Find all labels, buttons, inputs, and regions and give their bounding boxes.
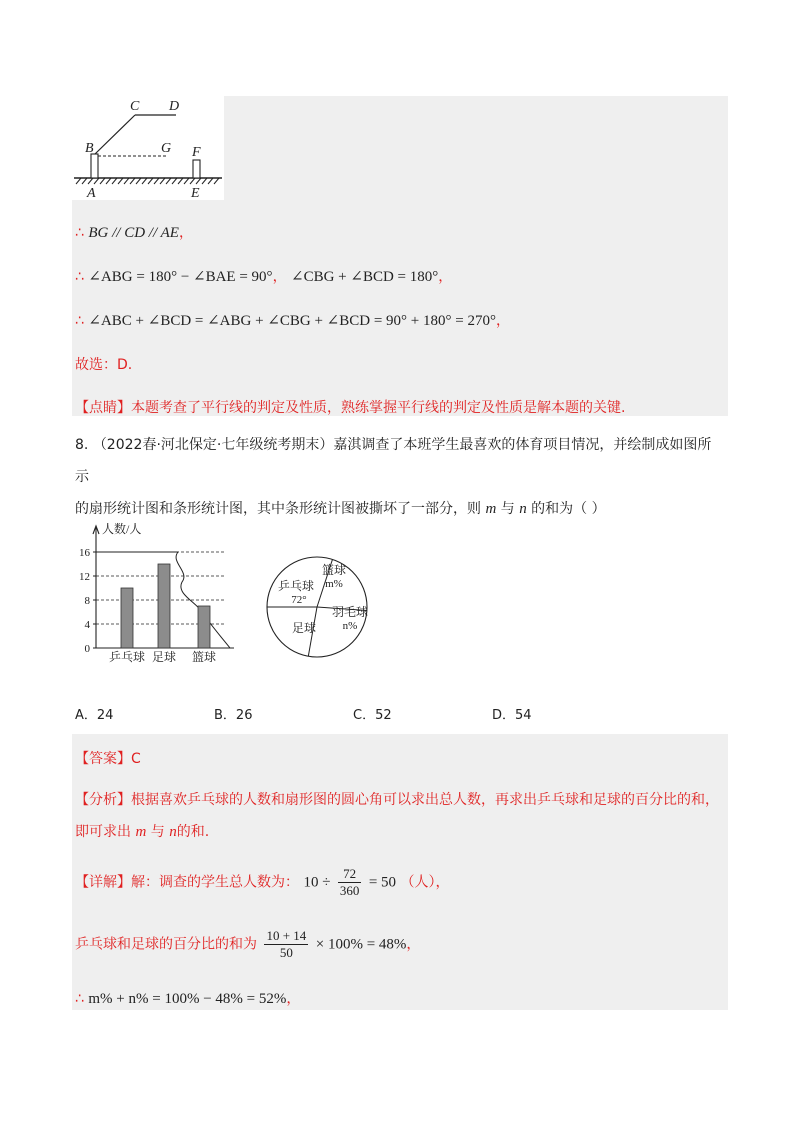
therefore-symbol: ∴ <box>75 225 84 241</box>
therefore-symbol: ∴ <box>75 313 84 329</box>
comment-line: 【点睛】本题考查了平行线的判定及性质，熟练掌握平行线的判定及性质是解本题的关键. <box>75 400 626 416</box>
var-n: n <box>519 501 527 517</box>
detail-line-1: 【详解】解：调查的学生总人数为： 10 ÷ $\frac{72}{360}$ = 50 （人）， <box>75 866 450 898</box>
label-g: G <box>161 141 172 156</box>
answer-value: C <box>131 751 141 767</box>
y-axis-label: 人数/人 <box>102 522 142 536</box>
option-c[interactable]: C．52 <box>353 708 392 723</box>
var-m: m <box>485 501 497 517</box>
geometry-figure <box>72 96 224 200</box>
detail-line-2: 乒乓球和足球的百分比的和为 $\frac{10 + 14}{50}$ × 100% = 48%， <box>75 928 421 960</box>
y-tick-label: 0 <box>84 643 90 655</box>
final-equation: m% + n% = 100% − 48% = 52% <box>88 991 287 1007</box>
post-ef <box>193 160 200 178</box>
answer-label: 【答案】 <box>75 751 131 767</box>
analysis-block: 【分析】根据喜欢乒乓球的人数和扇形图的圆心角可以求出总人数，再求出乒乓球和足球的百分比的和， 即可求出 m 与 n的和. <box>75 792 719 840</box>
pie-value-3: n% <box>342 620 358 632</box>
parallel-statement: BG // CD // AE <box>88 225 179 241</box>
bar-2 <box>158 564 170 648</box>
post-ab <box>91 154 98 178</box>
question-number: 8. <box>75 437 89 453</box>
option-d[interactable]: D．54 <box>492 708 532 723</box>
label-d: D <box>169 99 180 114</box>
question-text-1: 嘉淇调查了本班学生最喜欢的体育项目情况，并绘制成如图所示 <box>75 437 712 485</box>
pie-label-3: 羽毛球 <box>331 605 369 619</box>
choice-line: 故选：D. <box>75 357 133 373</box>
label-e: E <box>191 186 200 200</box>
fraction-72-360: $\frac{72}{360}$ <box>339 866 360 898</box>
answer-line <box>75 748 141 768</box>
therefore-symbol: ∴ <box>75 269 84 285</box>
y-tick-label: 12 <box>79 571 90 583</box>
label-f: F <box>192 145 201 160</box>
angle-equation-2: ∠CBG + ∠BCD = 180° <box>291 269 439 285</box>
pie-label-2: 篮球 <box>321 563 347 577</box>
therefore-symbol: ∴ <box>75 991 84 1007</box>
bar-3 <box>198 606 210 648</box>
question-text-2a: 的扇形统计图和条形统计图，其中条形统计图被撕坏了一部分，则 <box>75 501 481 517</box>
pie-chart <box>262 552 382 662</box>
label-b: B <box>85 141 94 156</box>
x-category-label: 乒乓球 <box>108 650 146 664</box>
solution-line-1: ∴ BG // CD // AE， <box>75 225 193 241</box>
pie-label-1: 乒乓球 <box>277 579 315 593</box>
x-category-label: 足球 <box>151 650 177 664</box>
bar-chart <box>74 520 254 670</box>
option-b[interactable]: B．26 <box>214 708 253 723</box>
question-text-2b: 的和为（ ） <box>531 501 606 517</box>
angle-equation-1: ∠ABG = 180° − ∠BAE = 90° <box>88 269 273 285</box>
detail-label: 【详解】 <box>75 874 131 891</box>
question-text: 8. （2022春·河北保定·七年级统考期末）嘉淇调查了本班学生最喜欢的体育项目情况，并绘制成如图所示 的扇形统计图和条形统计图，其中条形统计图被撕坏了一部分，则 m 与 n 的和为（ ） <box>75 437 712 517</box>
solution-line-3: ∴ ∠ABC + ∠BCD = ∠ABG + ∠CBG + ∠BCD = 90° + 180° = 270°， <box>75 313 510 329</box>
y-tick-label: 4 <box>84 619 90 631</box>
pie-label-4: 足球 <box>291 621 317 635</box>
question-source: （2022春·河北保定·七年级统考期末） <box>92 437 334 453</box>
label-c: C <box>130 99 140 114</box>
label-a: A <box>87 186 96 200</box>
analysis-label: 【分析】 <box>75 792 131 808</box>
y-tick-label: 16 <box>79 547 90 559</box>
pie-value-1: 72° <box>291 594 307 606</box>
y-tick-label: 8 <box>84 595 90 607</box>
fraction-sum: $\frac{10 + 14}{50}$ <box>266 928 307 960</box>
detail-line-3: ∴ m% + n% = 100% − 48% = 52%， <box>75 991 301 1007</box>
pie-value-2: m% <box>325 578 343 590</box>
angle-sum-equation: ∠ABC + ∠BCD = ∠ABG + ∠CBG + ∠BCD = 90° + 180° = 270° <box>88 313 496 329</box>
option-a[interactable]: A．24 <box>75 708 114 723</box>
x-category-label: 篮球 <box>191 650 217 664</box>
bar-1 <box>121 588 133 648</box>
solution-line-2: ∴ ∠ABG = 180° − ∠BAE = 90°， ∠CBG + ∠BCD = 180°， <box>75 269 453 285</box>
